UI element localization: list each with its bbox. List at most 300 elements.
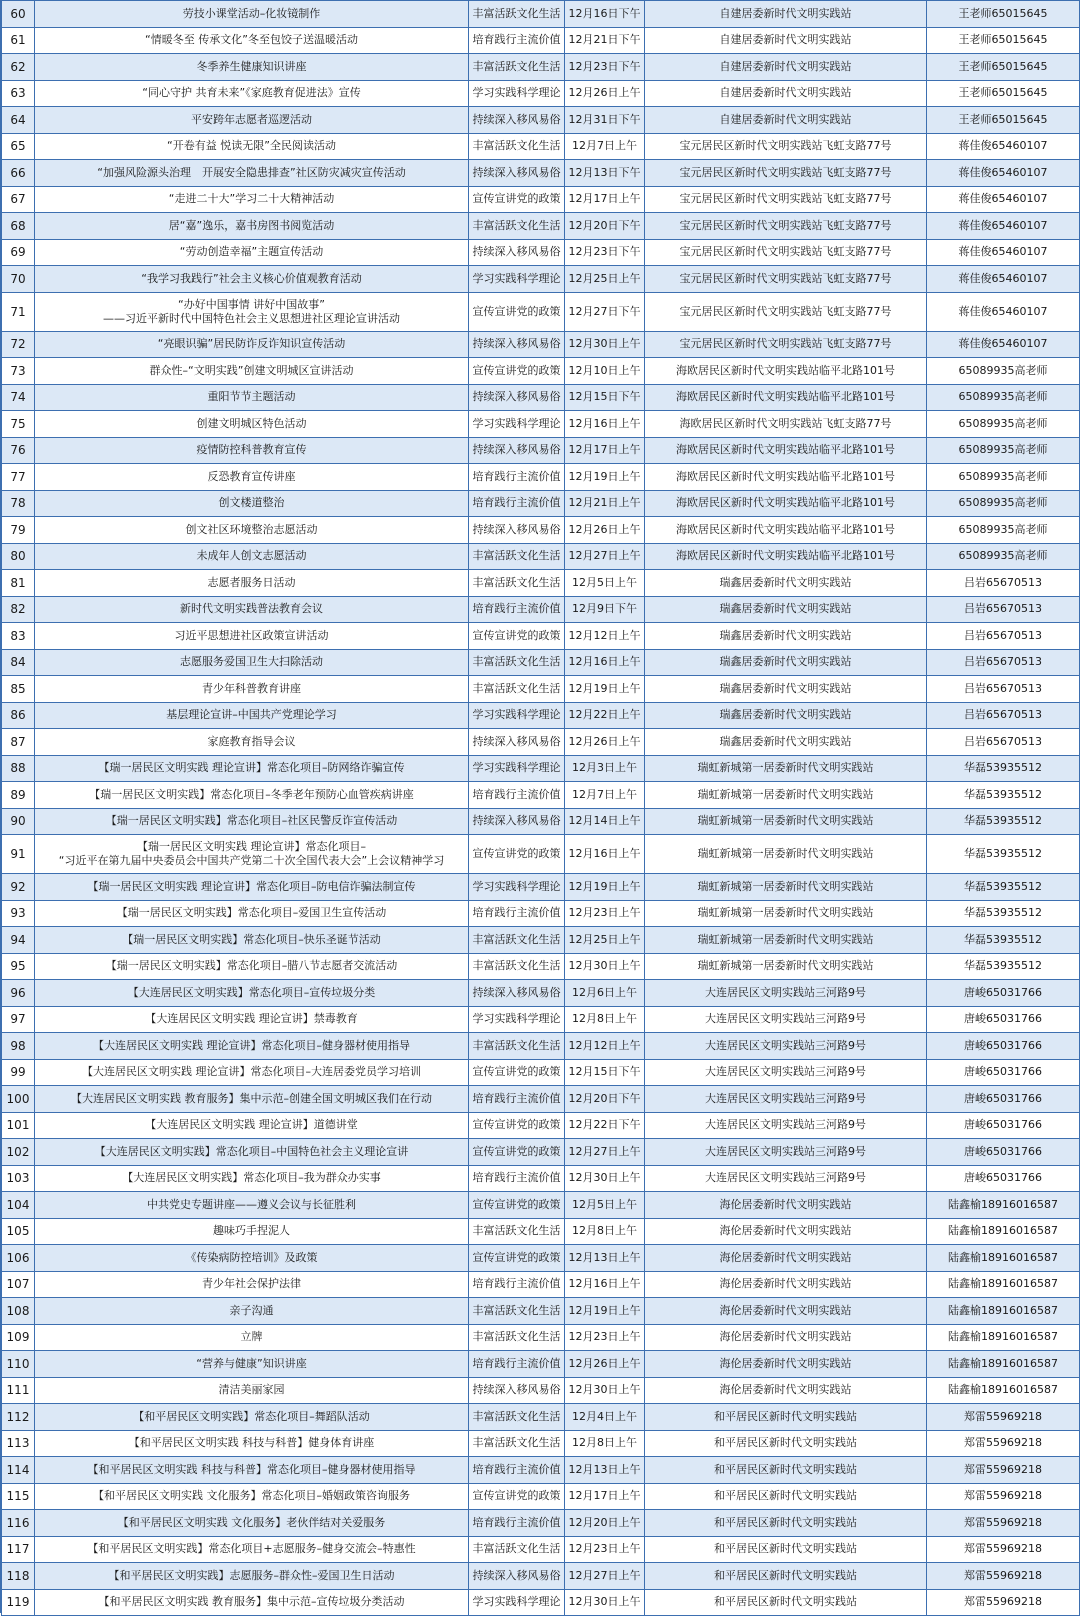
row-number: 77 — [2, 464, 35, 491]
activity-place: 宝元居民区新时代文明实践站飞虹支路77号 — [645, 331, 927, 358]
activity-contact: 王老师65015645 — [927, 80, 1080, 107]
activity-title-line1: 清洁美丽家园 — [218, 1383, 285, 1397]
activity-contact: 郑雷55969218 — [927, 1563, 1080, 1590]
activity-contact: 65089935高老师 — [927, 411, 1080, 438]
activity-place: 和平居民区新时代文明实践站 — [645, 1536, 927, 1563]
activity-contact: 华磊53935512 — [927, 835, 1080, 874]
row-number: 67 — [2, 186, 35, 213]
activity-time: 12月23日上午 — [565, 1536, 645, 1563]
activity-title — [35, 331, 469, 358]
activity-title-line1: 【和平居民区文明实践 教育服务】集中示范–宣传垃圾分类活动 — [98, 1595, 405, 1609]
activity-time: 12月17日上午 — [565, 186, 645, 213]
activity-place: 自建居委新时代文明实践站 — [645, 27, 927, 54]
activity-title — [35, 1112, 469, 1139]
activity-time: 12月16日上午 — [565, 649, 645, 676]
activity-contact: 吕岩65670513 — [927, 649, 1080, 676]
activity-time: 12月8日上午 — [565, 1218, 645, 1245]
table-row — [2, 1192, 1080, 1219]
activity-category: 培育践行主流价值 — [469, 1510, 565, 1537]
activity-category: 学习实践科学理论 — [469, 702, 565, 729]
row-number: 94 — [2, 927, 35, 954]
activity-title-line1: 【大连居民区文明实践 理论宣讲】常态化项目–健身器材使用指导 — [93, 1038, 410, 1052]
activity-time: 12月15日下午 — [565, 1059, 645, 1086]
activity-title — [35, 437, 469, 464]
activity-title-line1: 【大连居民区文明实践 理论宣讲】禁毒教育 — [145, 1012, 358, 1026]
activity-category: 宣传宣讲党的政策 — [469, 1059, 565, 1086]
activity-title — [35, 490, 469, 517]
table-row — [2, 1218, 1080, 1245]
activity-category: 丰富活跃文化生活 — [469, 543, 565, 570]
activity-category: 持续深入移风易俗 — [469, 980, 565, 1007]
row-number: 89 — [2, 782, 35, 809]
activity-title — [35, 927, 469, 954]
activity-category: 持续深入移风易俗 — [469, 239, 565, 266]
activity-title-line1: 【瑞一居民区文明实践 理论宣讲】常态化项目–防网络诈骗宣传 — [98, 761, 405, 775]
activity-place: 和平居民区新时代文明实践站 — [645, 1510, 927, 1537]
activity-place: 瑞虹新城第一居委新时代文明实践站 — [645, 755, 927, 782]
row-number: 93 — [2, 900, 35, 927]
activity-place: 海伦居委新时代文明实践站 — [645, 1377, 927, 1404]
activity-title-line1: “情暖冬至 传承文化”冬至包饺子送温暖活动 — [145, 33, 358, 47]
activity-time: 12月16日上午 — [565, 835, 645, 874]
activity-time: 12月26日上午 — [565, 80, 645, 107]
activity-time: 12月6日上午 — [565, 980, 645, 1007]
activity-title-line1: 冬季养生健康知识讲座 — [196, 59, 307, 73]
activity-contact: 华磊53935512 — [927, 900, 1080, 927]
activity-title — [35, 874, 469, 901]
activity-title — [35, 782, 469, 809]
table-row — [2, 133, 1080, 160]
activity-time: 12月14日上午 — [565, 808, 645, 835]
table-row — [2, 54, 1080, 81]
activity-title — [35, 1404, 469, 1431]
row-number: 86 — [2, 702, 35, 729]
activity-category: 培育践行主流价值 — [469, 900, 565, 927]
activity-table — [1, 0, 1080, 1616]
row-number: 114 — [2, 1457, 35, 1484]
activity-title — [35, 1006, 469, 1033]
activity-place: 瑞虹新城第一居委新时代文明实践站 — [645, 782, 927, 809]
activity-title — [35, 107, 469, 134]
activity-place: 和平居民区新时代文明实践站 — [645, 1589, 927, 1616]
row-number: 100 — [2, 1086, 35, 1113]
activity-title-line2: ——习近平新时代中国特色社会主义思想进社区理论宣讲活动 — [103, 311, 400, 325]
activity-title — [35, 1536, 469, 1563]
activity-title-line1: 【瑞一居民区文明实践】常态化项目–冬季老年预防心血管疾病讲座 — [89, 787, 414, 801]
activity-title — [35, 835, 469, 874]
activity-title-line1: 基层理论宣讲–中国共产党理论学习 — [166, 708, 337, 722]
row-number: 101 — [2, 1112, 35, 1139]
activity-category: 丰富活跃文化生活 — [469, 570, 565, 597]
activity-category: 持续深入移风易俗 — [469, 384, 565, 411]
activity-category: 丰富活跃文化生活 — [469, 1, 565, 28]
activity-time: 12月22日上午 — [565, 702, 645, 729]
row-number: 113 — [2, 1430, 35, 1457]
activity-category: 学习实践科学理论 — [469, 1006, 565, 1033]
activity-place: 大连居民区文明实践站三河路9号 — [645, 980, 927, 1007]
row-number: 90 — [2, 808, 35, 835]
row-number: 81 — [2, 570, 35, 597]
table-row — [2, 1457, 1080, 1484]
activity-title — [35, 702, 469, 729]
activity-contact: 吕岩65670513 — [927, 570, 1080, 597]
table-row — [2, 358, 1080, 385]
row-number: 111 — [2, 1377, 35, 1404]
activity-time: 12月15日下午 — [565, 384, 645, 411]
activity-contact: 蒋佳俊65460107 — [927, 133, 1080, 160]
row-number: 66 — [2, 160, 35, 187]
activity-category: 培育践行主流价值 — [469, 464, 565, 491]
table-row — [2, 1245, 1080, 1272]
row-number: 80 — [2, 543, 35, 570]
table-row — [2, 1086, 1080, 1113]
activity-time: 12月27日下午 — [565, 292, 645, 331]
row-number: 75 — [2, 411, 35, 438]
activity-category: 持续深入移风易俗 — [469, 107, 565, 134]
activity-contact: 唐峻65031766 — [927, 980, 1080, 1007]
activity-time: 12月8日上午 — [565, 1006, 645, 1033]
activity-category: 学习实践科学理论 — [469, 755, 565, 782]
activity-title — [35, 1192, 469, 1219]
activity-category: 宣传宣讲党的政策 — [469, 292, 565, 331]
table-row — [2, 266, 1080, 293]
activity-place: 自建居委新时代文明实践站 — [645, 54, 927, 81]
activity-contact: 郑雷55969218 — [927, 1483, 1080, 1510]
activity-title — [35, 570, 469, 597]
activity-title — [35, 266, 469, 293]
activity-time: 12月23日上午 — [565, 900, 645, 927]
activity-time: 12月17日上午 — [565, 1483, 645, 1510]
activity-contact: 陆鑫榆18916016587 — [927, 1298, 1080, 1325]
table-row — [2, 808, 1080, 835]
row-number: 78 — [2, 490, 35, 517]
activity-title-line1: 反恐教育宣传讲座 — [207, 469, 296, 483]
activity-place: 宝元居民区新时代文明实践站飞虹支路77号 — [645, 133, 927, 160]
row-number: 108 — [2, 1298, 35, 1325]
activity-title-line1: “营养与健康”知识讲座 — [196, 1356, 307, 1370]
activity-title — [35, 239, 469, 266]
table-row — [2, 927, 1080, 954]
activity-place: 瑞虹新城第一居委新时代文明实践站 — [645, 808, 927, 835]
activity-contact: 王老师65015645 — [927, 107, 1080, 134]
activity-category: 宣传宣讲党的政策 — [469, 1245, 565, 1272]
activity-title — [35, 411, 469, 438]
activity-time: 12月7日上午 — [565, 133, 645, 160]
activity-title — [35, 808, 469, 835]
activity-title — [35, 358, 469, 385]
activity-title-line1: 青少年社会保护法律 — [202, 1277, 301, 1291]
activity-contact: 吕岩65670513 — [927, 623, 1080, 650]
table-row — [2, 1006, 1080, 1033]
activity-contact: 唐峻65031766 — [927, 1006, 1080, 1033]
activity-contact: 唐峻65031766 — [927, 1086, 1080, 1113]
activity-contact: 蒋佳俊65460107 — [927, 186, 1080, 213]
activity-place: 瑞虹新城第一居委新时代文明实践站 — [645, 874, 927, 901]
activity-contact: 65089935高老师 — [927, 464, 1080, 491]
activity-category: 丰富活跃文化生活 — [469, 1430, 565, 1457]
activity-place: 和平居民区新时代文明实践站 — [645, 1483, 927, 1510]
activity-title-line1: “亮眼识骗”居民防诈反诈知识宣传活动 — [157, 337, 346, 351]
table-row — [2, 1563, 1080, 1590]
activity-time: 12月30日上午 — [565, 953, 645, 980]
table-row — [2, 490, 1080, 517]
row-number: 92 — [2, 874, 35, 901]
row-number: 98 — [2, 1033, 35, 1060]
activity-title-line1: 居“嘉”逸乐，嘉书房图书阅览活动 — [168, 218, 335, 232]
activity-title — [35, 1271, 469, 1298]
activity-place: 大连居民区文明实践站三河路9号 — [645, 1139, 927, 1166]
activity-title-line1: 家庭教育指导会议 — [207, 734, 296, 748]
activity-contact: 蒋佳俊65460107 — [927, 160, 1080, 187]
activity-title-line1: “办好中国事情 讲好中国故事” — [178, 297, 325, 311]
activity-place: 瑞虹新城第一居委新时代文明实践站 — [645, 835, 927, 874]
activity-title-line1: 【和平居民区文明实践】常态化项目+志愿服务–健身交流会–特惠性 — [87, 1542, 416, 1556]
activity-time: 12月16日下午 — [565, 1, 645, 28]
activity-place: 宝元居民区新时代文明实践站飞虹支路77号 — [645, 160, 927, 187]
table-row — [2, 239, 1080, 266]
activity-contact: 陆鑫榆18916016587 — [927, 1245, 1080, 1272]
activity-place: 宝元居民区新时代文明实践站飞虹支路77号 — [645, 292, 927, 331]
activity-time: 12月16日上午 — [565, 411, 645, 438]
activity-place: 大连居民区文明实践站三河路9号 — [645, 1086, 927, 1113]
activity-title — [35, 1059, 469, 1086]
activity-place: 大连居民区文明实践站三河路9号 — [645, 1112, 927, 1139]
activity-title — [35, 1218, 469, 1245]
activity-category: 宣传宣讲党的政策 — [469, 1192, 565, 1219]
activity-title — [35, 54, 469, 81]
activity-time: 12月12日上午 — [565, 1033, 645, 1060]
activity-contact: 65089935高老师 — [927, 437, 1080, 464]
activity-title-line1: “加强风险源头治理 开展安全隐患排查”社区防灾减灾宣传活动 — [97, 165, 406, 179]
row-number: 102 — [2, 1139, 35, 1166]
activity-time: 12月19日上午 — [565, 676, 645, 703]
activity-title-line1: 创建文明城区特色活动 — [196, 416, 307, 430]
activity-time: 12月7日上午 — [565, 782, 645, 809]
activity-title — [35, 1351, 469, 1378]
activity-time: 12月26日上午 — [565, 517, 645, 544]
row-number: 96 — [2, 980, 35, 1007]
activity-contact: 唐峻65031766 — [927, 1112, 1080, 1139]
row-number: 65 — [2, 133, 35, 160]
activity-title — [35, 1563, 469, 1590]
activity-title-line1: 习近平思想进社区政策宣讲活动 — [174, 628, 329, 642]
activity-title-line1: 【和平居民区文明实践】志愿服务–群众性–爱国卫生日活动 — [108, 1568, 395, 1582]
activity-place: 海伦居委新时代文明实践站 — [645, 1351, 927, 1378]
table-row — [2, 1377, 1080, 1404]
activity-category: 宣传宣讲党的政策 — [469, 1483, 565, 1510]
activity-category: 学习实践科学理论 — [469, 411, 565, 438]
activity-place: 自建居委新时代文明实践站 — [645, 107, 927, 134]
row-number: 64 — [2, 107, 35, 134]
table-row — [2, 1, 1080, 28]
table-row — [2, 517, 1080, 544]
activity-time: 12月13日上午 — [565, 1457, 645, 1484]
activity-category: 培育践行主流价值 — [469, 1351, 565, 1378]
activity-contact: 65089935高老师 — [927, 517, 1080, 544]
activity-time: 12月30日上午 — [565, 331, 645, 358]
activity-title — [35, 1165, 469, 1192]
table-row — [2, 292, 1080, 331]
activity-title-line1: 群众性–“文明实践”创建文明城区宣讲活动 — [149, 363, 354, 377]
table-row — [2, 1059, 1080, 1086]
activity-category: 宣传宣讲党的政策 — [469, 358, 565, 385]
table-row — [2, 1165, 1080, 1192]
activity-title — [35, 1589, 469, 1616]
activity-title — [35, 213, 469, 240]
activity-contact: 王老师65015645 — [927, 27, 1080, 54]
activity-title — [35, 1510, 469, 1537]
activity-title-line1: 青少年科普教育讲座 — [202, 681, 301, 695]
activity-category: 培育践行主流价值 — [469, 782, 565, 809]
table-row — [2, 1430, 1080, 1457]
activity-place: 和平居民区新时代文明实践站 — [645, 1457, 927, 1484]
activity-contact: 郑雷55969218 — [927, 1510, 1080, 1537]
activity-title — [35, 186, 469, 213]
activity-contact: 郑雷55969218 — [927, 1457, 1080, 1484]
table-row — [2, 1324, 1080, 1351]
table-row — [2, 80, 1080, 107]
activity-title-line1: 【大连居民区文明实践 理论宣讲】道德讲堂 — [145, 1118, 358, 1132]
activity-category: 宣传宣讲党的政策 — [469, 623, 565, 650]
activity-place: 瑞鑫居委新时代文明实践站 — [645, 570, 927, 597]
activity-title — [35, 517, 469, 544]
activity-title — [35, 676, 469, 703]
activity-category: 丰富活跃文化生活 — [469, 54, 565, 81]
activity-category: 丰富活跃文化生活 — [469, 953, 565, 980]
activity-time: 12月10日上午 — [565, 358, 645, 385]
activity-time: 12月12日上午 — [565, 623, 645, 650]
row-number: 85 — [2, 676, 35, 703]
activity-title — [35, 953, 469, 980]
activity-title-line1: 【大连居民区文明实践 教育服务】集中示范–创建全国文明城区我们在行动 — [71, 1091, 432, 1105]
activity-title-line1: 【瑞一居民区文明实践】常态化项目–爱国卫生宣传活动 — [116, 906, 387, 920]
activity-contact: 蒋佳俊65460107 — [927, 331, 1080, 358]
row-number: 109 — [2, 1324, 35, 1351]
activity-title — [35, 160, 469, 187]
table-row — [2, 331, 1080, 358]
activity-title-line1: 【大连居民区文明实践 理论宣讲】常态化项目–大连居委党员学习培训 — [82, 1065, 421, 1079]
activity-title-line1: “走进二十大”学习二十大精神活动 — [168, 192, 335, 206]
activity-title-line1: 志愿者服务日活动 — [207, 575, 296, 589]
activity-title — [35, 900, 469, 927]
activity-time: 12月17日上午 — [565, 437, 645, 464]
activity-contact: 华磊53935512 — [927, 927, 1080, 954]
table-row — [2, 623, 1080, 650]
table-row — [2, 186, 1080, 213]
table-row — [2, 411, 1080, 438]
activity-place: 瑞虹新城第一居委新时代文明实践站 — [645, 900, 927, 927]
row-number: 107 — [2, 1271, 35, 1298]
table-row — [2, 755, 1080, 782]
activity-category: 宣传宣讲党的政策 — [469, 1139, 565, 1166]
activity-title-line1: 【瑞一居民区文明实践】常态化项目–社区民警反诈宣传活动 — [105, 814, 398, 828]
activity-title-line1: 新时代文明实践普法教育会议 — [180, 602, 323, 616]
activity-contact: 华磊53935512 — [927, 953, 1080, 980]
activity-title — [35, 980, 469, 1007]
activity-time: 12月9日下午 — [565, 596, 645, 623]
activity-title — [35, 1245, 469, 1272]
activity-time: 12月26日上午 — [565, 1351, 645, 1378]
activity-title — [35, 1430, 469, 1457]
activity-time: 12月27日上午 — [565, 1139, 645, 1166]
activity-time: 12月5日上午 — [565, 570, 645, 597]
activity-category: 持续深入移风易俗 — [469, 331, 565, 358]
table-row — [2, 107, 1080, 134]
row-number: 95 — [2, 953, 35, 980]
row-number: 72 — [2, 331, 35, 358]
activity-title — [35, 80, 469, 107]
activity-place: 宝元居民区新时代文明实践站飞虹支路77号 — [645, 239, 927, 266]
activity-title — [35, 596, 469, 623]
activity-title-line1: 未成年人创文志愿活动 — [196, 549, 307, 563]
activity-time: 12月23日下午 — [565, 239, 645, 266]
activity-contact: 吕岩65670513 — [927, 596, 1080, 623]
activity-title — [35, 27, 469, 54]
activity-place: 海伦居委新时代文明实践站 — [645, 1298, 927, 1325]
activity-contact: 陆鑫榆18916016587 — [927, 1377, 1080, 1404]
activity-title-line1: “我学习我践行”社会主义核心价值观教育活动 — [141, 271, 362, 285]
activity-place: 和平居民区新时代文明实践站 — [645, 1430, 927, 1457]
row-number: 71 — [2, 292, 35, 331]
row-number: 79 — [2, 517, 35, 544]
activity-contact: 唐峻65031766 — [927, 1165, 1080, 1192]
activity-title-line1: 【和平居民区文明实践 文化服务】常态化项目–婚姻政策咨询服务 — [93, 1489, 410, 1503]
activity-title — [35, 649, 469, 676]
row-number: 116 — [2, 1510, 35, 1537]
table-row — [2, 702, 1080, 729]
table-row — [2, 27, 1080, 54]
activity-title — [35, 133, 469, 160]
activity-time: 12月5日上午 — [565, 1192, 645, 1219]
activity-contact: 华磊53935512 — [927, 874, 1080, 901]
activity-contact: 吕岩65670513 — [927, 676, 1080, 703]
row-number: 69 — [2, 239, 35, 266]
activity-category: 宣传宣讲党的政策 — [469, 835, 565, 874]
table-row — [2, 1536, 1080, 1563]
activity-contact: 65089935高老师 — [927, 543, 1080, 570]
activity-category: 持续深入移风易俗 — [469, 808, 565, 835]
activity-title — [35, 1324, 469, 1351]
activity-title — [35, 1, 469, 28]
activity-category: 丰富活跃文化生活 — [469, 1324, 565, 1351]
activity-place: 瑞鑫居委新时代文明实践站 — [645, 623, 927, 650]
activity-place: 自建居委新时代文明实践站 — [645, 80, 927, 107]
activity-time: 12月23日上午 — [565, 1324, 645, 1351]
activity-place: 海欧居民区新时代文明实践站临平北路101号 — [645, 543, 927, 570]
activity-place: 大连居民区文明实践站三河路9号 — [645, 1006, 927, 1033]
table-row — [2, 1351, 1080, 1378]
activity-place: 大连居民区文明实践站三河路9号 — [645, 1165, 927, 1192]
activity-place: 海欧居民区新时代文明实践站临平北路101号 — [645, 358, 927, 385]
activity-title-line1: 【大连居民区文明实践】常态化项目–中国特色社会主义理论宣讲 — [94, 1144, 409, 1158]
activity-contact: 陆鑫榆18916016587 — [927, 1192, 1080, 1219]
row-number: 68 — [2, 213, 35, 240]
activity-contact: 吕岩65670513 — [927, 702, 1080, 729]
row-number: 84 — [2, 649, 35, 676]
activity-place: 瑞鑫居委新时代文明实践站 — [645, 702, 927, 729]
row-number: 76 — [2, 437, 35, 464]
activity-contact: 陆鑫榆18916016587 — [927, 1271, 1080, 1298]
activity-title-line1: 【和平居民区文明实践 文化服务】老伙伴结对关爱服务 — [117, 1515, 386, 1529]
activity-time: 12月16日上午 — [565, 1271, 645, 1298]
activity-time: 12月31日下午 — [565, 107, 645, 134]
activity-contact: 陆鑫榆18916016587 — [927, 1324, 1080, 1351]
activity-place: 瑞虹新城第一居委新时代文明实践站 — [645, 953, 927, 980]
activity-title-line1: 【瑞一居民区文明实践 理论宣讲】常态化项目–防电信诈骗法制宣传 — [87, 879, 416, 893]
row-number: 119 — [2, 1589, 35, 1616]
activity-title — [35, 1033, 469, 1060]
row-number: 88 — [2, 755, 35, 782]
